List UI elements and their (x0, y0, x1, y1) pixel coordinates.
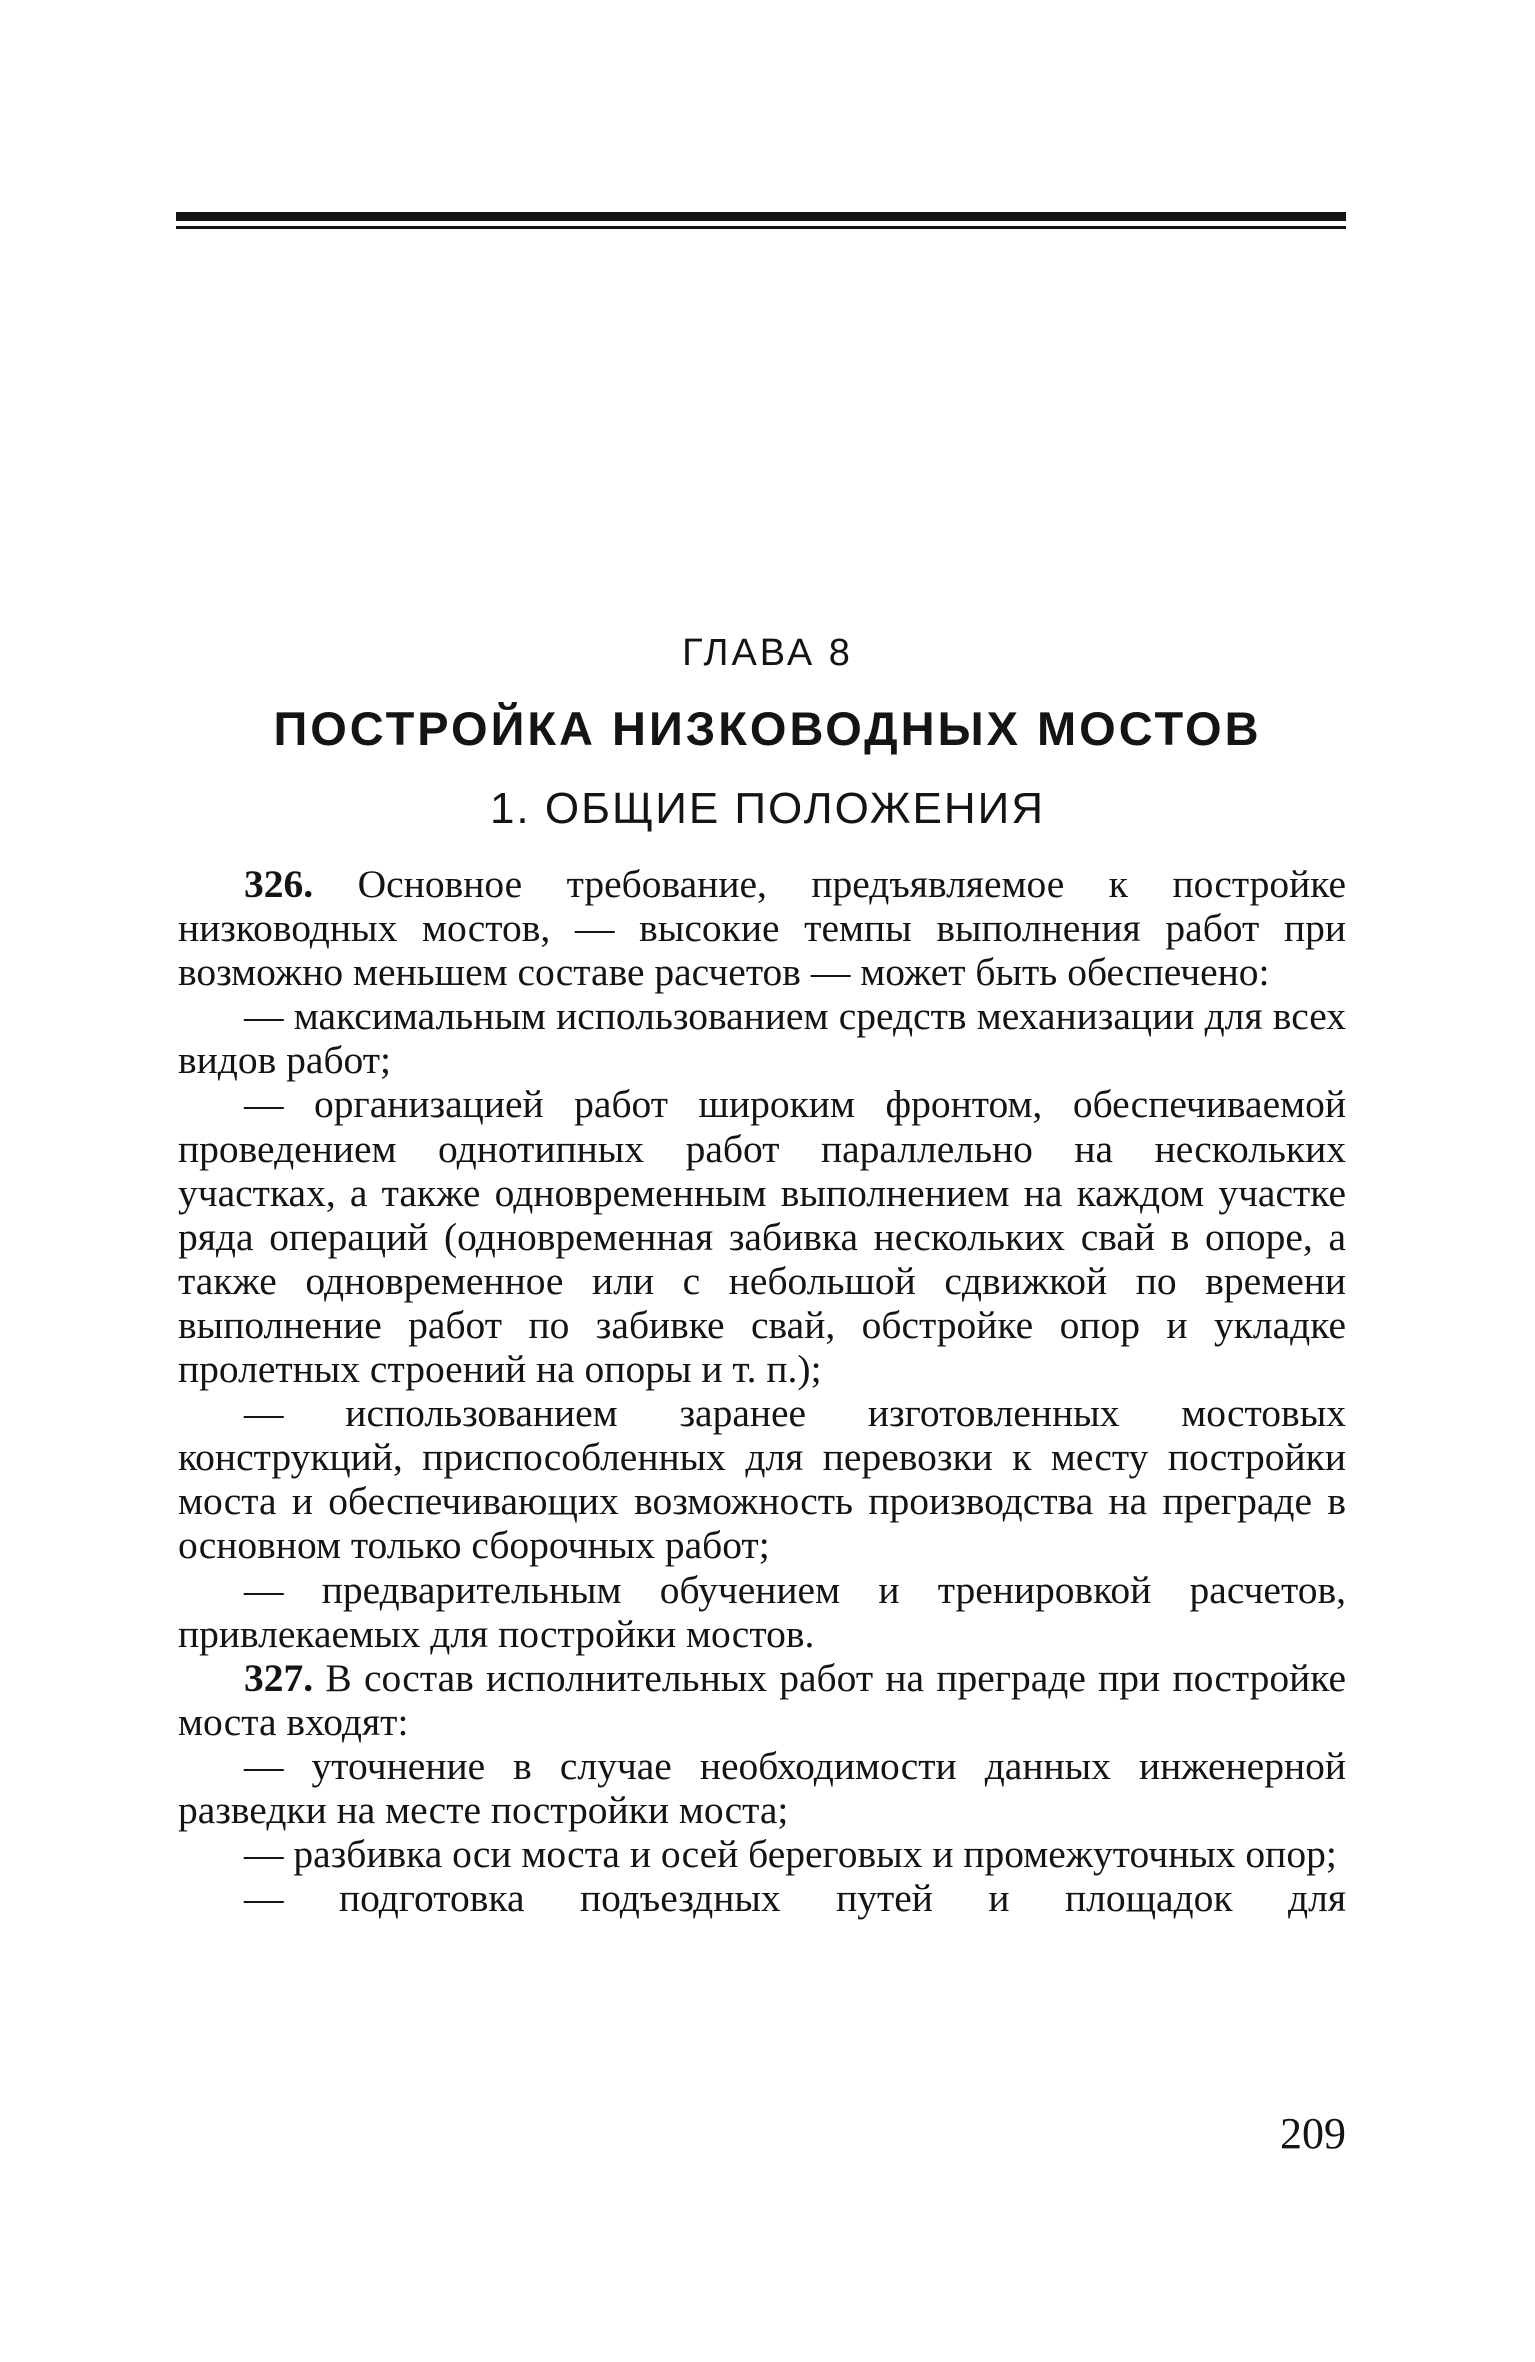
list-item-reconnaissance: — уточнение в случае необходимости данных инженерной разведки на месте постройки моста; (178, 1743, 1346, 1832)
paragraph-327 (178, 1656, 1346, 1744)
list-item-access-roads: — подготовка подъездных путей и площадок для (244, 1876, 1346, 1921)
list-item-axis-layout: — разбивка оси моста и осей береговых и промежуточных опор; (244, 1832, 1337, 1877)
paragraph-326 (178, 862, 1346, 994)
list-item-training: — предварительным обучением и тренировкой расчетов, привлекаемых для постройки мостов. (178, 1567, 1346, 1656)
list-item-prefabricated: — использованием заранее изготовленных мостовых конструкций, приспособленных для перевозки к месту постройки моста и обеспечивающих возможность производства на преграде в основном только сборочных работ; (178, 1391, 1346, 1568)
paragraph-number: 327. (244, 1655, 314, 1700)
header-rule-thick (176, 212, 1346, 221)
section-title: 1. ОБЩИЕ ПОЛОЖЕНИЯ (489, 784, 1046, 833)
chapter-label: ГЛАВА 8 (682, 632, 853, 674)
chapter-title: ПОСТРОЙКА НИЗКОВОДНЫХ МОСТОВ (273, 702, 1262, 755)
list-item-organization: — организацией работ широким фронтом, обеспечиваемой проведением однотипных работ параллельно на нескольких участках, а также одновременным выполнением на каждом участке ряда операций (одновременная забивка нескольких свай в опоре, а также одновременное или с небольшой сдвижкой по времени выполнение работ по забивке свай, обстройке опор и укладке пролетных строений на опоры и т. п.); (178, 1082, 1346, 1392)
paragraph-number: 326. (244, 862, 314, 906)
paragraph-text: В состав исполнительных работ на преграде при постройке моста входят: (178, 1655, 1346, 1744)
page-number: 209 (1280, 2109, 1346, 2158)
list-item-mechanization: — максимальным использованием средств механизации для всех видов работ; (178, 994, 1346, 1083)
paragraph-text: Основное требование, предъявляемое к постройке низководных мостов, — высокие темпы выполнения работ при возможно меньшем составе расчетов — может быть обеспечено: (178, 862, 1346, 995)
header-rule-thin (176, 226, 1346, 229)
body-text (178, 862, 1346, 1920)
